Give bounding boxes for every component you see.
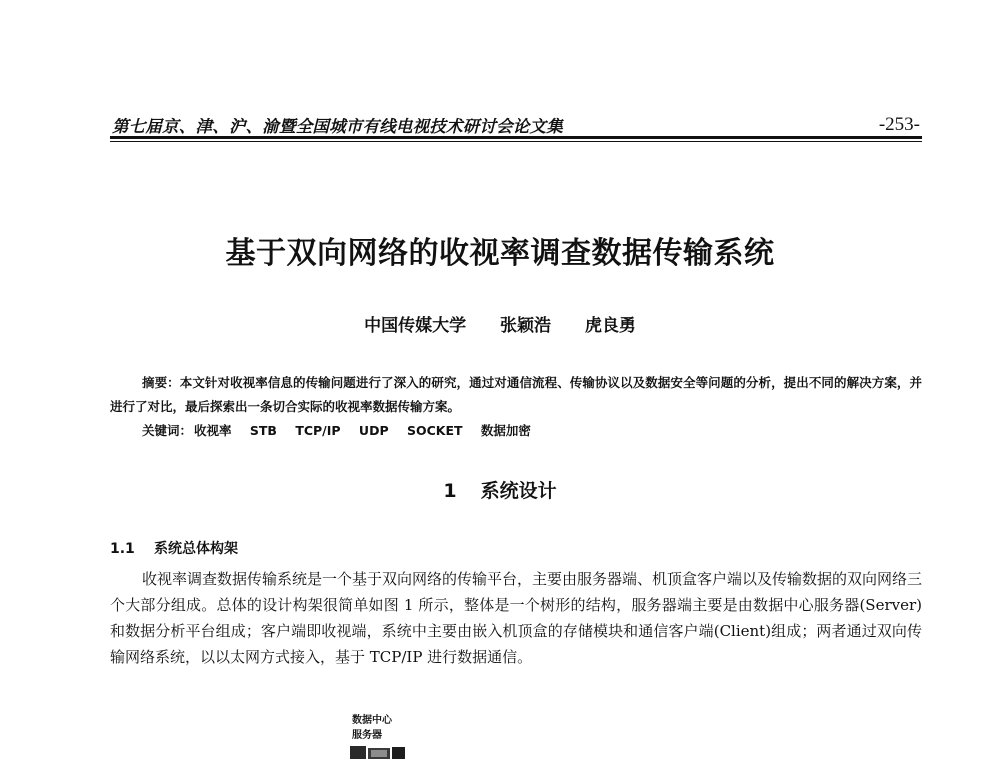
figure-node-label (352, 713, 412, 743)
keywords-line (142, 421, 922, 439)
paper-title: 基于双向网络的收视率调查数据传输系统 (225, 236, 775, 271)
keyword: TCP/IP (295, 423, 341, 438)
author-name: 张颖浩 (500, 316, 551, 336)
page-number: -253- (878, 114, 920, 135)
keyword: UDP (358, 423, 389, 438)
section-heading (0, 476, 1000, 503)
header-rule-thin (110, 141, 922, 142)
author-name: 虎良勇 (584, 316, 636, 336)
abstract: 摘要：本文针对收视率信息的传输问题进行了深入的研究，通过对通信流程、传输协议以及数据安全等问题的分析，提出不同的解决方案，并进行了对比，最后探索出一条切合实际的收视率数据传输方案。 (110, 375, 922, 414)
keyword: SOCKET (406, 423, 463, 438)
header-rule (110, 136, 922, 139)
subsection-heading (110, 538, 238, 558)
server-icon (348, 744, 408, 759)
affiliation: 中国传媒大学 (364, 316, 467, 336)
figure-label-line: 数据中心 (352, 715, 392, 726)
section-title: 系统设计 (480, 480, 557, 502)
keyword: 数据加密 (480, 423, 531, 438)
body-paragraph: 收视率调查数据传输系统是一个基于双向网络的传输平台，主要由服务器端、机顶盒客户端以及传输数据的双向网络三个大部分组成。总体的设计构架很简单如图 1 所示，整体是一个树形的结构，服务器端主要是由数据中心服务器(Server)和数据分析平台组成；客户端即收视端，系统中主要由嵌入机顶盒的存储模块和通信客户端(Client)组成；两者通过双向传输网络系统，以以太网方式接入，基于 TCP/IP 进行数据通信。 (110, 570, 923, 666)
keyword: STB (249, 423, 277, 438)
keywords-label: 关键词： (142, 423, 193, 438)
subsection-number: 1.1 (110, 541, 135, 557)
running-header-title: 第七届京、津、沪、渝暨全国城市有线电视技术研讨会论文集 (112, 117, 563, 136)
subsection-title: 系统总体构架 (154, 541, 238, 557)
section-number: 1 (443, 480, 457, 502)
figure-label-line: 服务器 (352, 730, 382, 741)
author-line (0, 311, 1000, 336)
keyword: 收视率 (194, 423, 232, 438)
